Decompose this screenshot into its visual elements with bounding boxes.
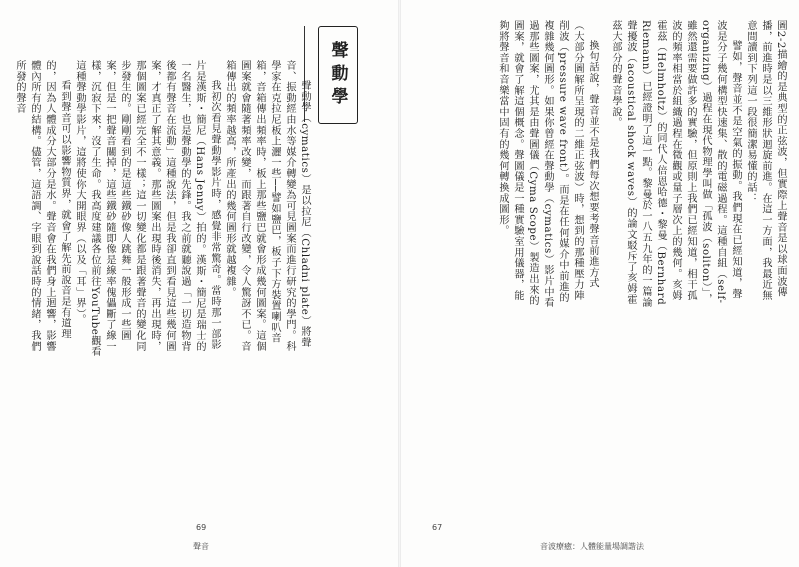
running-head: 音波療癒：人體能量場調諧法 xyxy=(540,542,644,551)
paragraph: 我初次看見聲動學影片時，感覺非常驚奇。當時那一部影片是漢斯・簡尼（Hans Jenny）拍的。漢斯・簡尼是瑞士的一名醫生，也是聲動學的先鋒。我之前就聽說過「一切造物背後都有聲音在流動」這種說法，但是我卻直到看見這些幾何圖案，才真正了解其意義。那些圖案出現時後消失，再出現時，那個圖案已經完全不一樣；這一切變化都是跟著聲音的變化同步發生的。剛剛看到的是這些鐵砂像人跳舞一般形成一些圖案，但是一把聲音關掉，這些鐵砂隨即像是線率傀儡斷了線一樣，沉寂下來，沒了生命。我高度建議各位前往YouTube觀看這種聲動學影片，這將使你大開眼界（以及「耳」界）。 xyxy=(74,60,220,358)
paragraph: 圖2-2描繪的是典型的正弦波，但實際上聲音是以球面波傳播，前進時是以三維形狀迴旋前進。在這一方面，我最近無意間讀到下列這一段很簡潔易懂的話： xyxy=(745,20,786,301)
page-number: 69 xyxy=(196,523,207,532)
block-quote: 譬如，聲音並不是空氣的振動。我們現在已經知道，聲波是分子幾何構型快速集、散的電磁過程。這種自組（self-organizing）過程在現代物理學叫做「孤波（soliton）」，雖然還需要做許多的實驗，但原則上我們已經知道，相干孤波的頻率相當於組織過程在微觀或量子層次上的幾何。亥姆霍茲（Helmholtz）的同代人倍恩哈德・黎曼（Bernhard Riemann）已經證明了這一點。黎曼於一八五九年的一篇論聲擾波（acoustical shock waves）的論文駁斥了亥姆霍茲大部分的聲音學說。 xyxy=(610,20,741,308)
running-head: 聲音 xyxy=(193,542,209,551)
paragraph: 看到聲音可以影響物質界，就會了解先前說音是有道理的，因為人體成分大部分是水。聲音會在我們身上迴響，影響體內所有的結構。儘管，這語調、字眼到說話時的情緒，我們所發的聲音 xyxy=(14,60,70,352)
page-number: 67 xyxy=(432,523,443,532)
page-gutter xyxy=(398,0,401,567)
paragraph: 換句話說，聲音並不是我們每次想要考聲音前進方式（大部分圖解所呈現的二維正弦波）時，想到的那種壓力陣削波（pressure wave front）。而是在任何媒介中前進的複雜幾何圖形。如果你曾經在聲動學（cymatics）影片中看過那些圖案，尤其是由聲圖儀（Cyma Scope）製造出來的圖案，就會了解這個概念。聲圖儀是一種實驗室用儀器，能夠將聲音和音樂當中固有的幾何轉換成圖形。 xyxy=(497,20,598,308)
section-heading: 聲動學 xyxy=(327,40,348,110)
right-page-body xyxy=(412,20,788,310)
paragraph: 聲動學（cymatics）是以拉尼（Chladni plate）將聲音、振動經由水等媒介轉變為可見圖案而進行研究的學門。科學家在克拉尼板上灑一些──譬如鹽巴，板子下方裝置喇叭音箱，音箱傳出頻率時，板上那些鹽巴就會形成幾何圖案。這個圖案就會隨著頻率改變，而跟著自行改變，令人驚訝不已。音箱傳出的頻率越高，所產出的幾何圖形就越複雜。 xyxy=(224,60,310,352)
left-page-body xyxy=(14,60,312,360)
section-heading-box xyxy=(318,26,358,124)
